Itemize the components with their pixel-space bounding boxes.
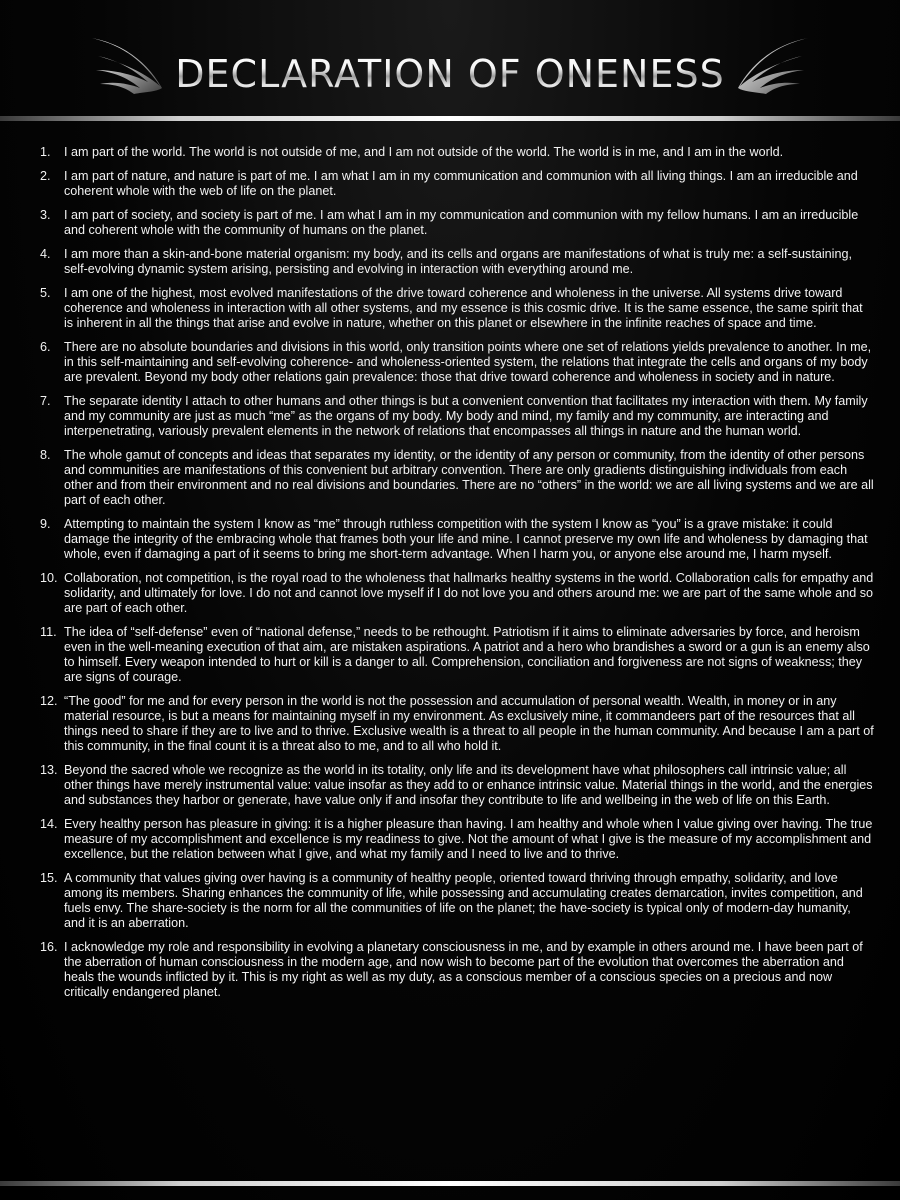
list-item <box>30 940 875 1000</box>
item-text: I am more than a skin-and-bone material organism: my body, and its cells and organs are manifestations of what is truly me: a self-sustaining, self-evolving dynamic system arising, persisting and evolving in interaction with everything around me. <box>64 247 852 276</box>
item-number: 14. <box>40 817 58 831</box>
list-item <box>30 394 875 439</box>
list-item <box>30 625 875 685</box>
item-text: I am part of nature, and nature is part of me. I am what I am in my communication and communion with all living things. I am an irreducible and coherent whole with the web of life on the planet. <box>64 169 858 198</box>
item-number: 11. <box>40 625 57 639</box>
item-text: “The good” for me and for every person in the world is not the possession and accumulation of personal wealth. Wealth, in money or in any material resource, is but a means for maintaining myself in my environment. As exclusively mine, it commandeers part of the resources that all things need to share if they are to live and to thrive. Exclusive wealth is a threat to all people in the human community. And because I am a part of this community, in the final count it is a threat also to me, and to all who hold it. <box>64 694 874 753</box>
item-number: 3. <box>40 208 51 222</box>
item-text: I acknowledge my role and responsibility in evolving a planetary consciousness in me, and by example in others around me. I have been part of the aberration of human consciousness in the modern age, and now wish to become part of the evolution that overcomes the aberration and heals the wounds inflicted by it. This is my right as well as my duty, as a conscious member of a conscious species on a precious and now critically endangered planet. <box>64 940 863 999</box>
list-item <box>30 817 875 862</box>
list-item <box>30 340 875 385</box>
list-item <box>30 145 875 160</box>
item-text: Beyond the sacred whole we recognize as the world in its totality, only life and its development have what philosophers call intrinsic value; all other things have merely instrumental value: value insofar as they add to or enhance intrinsic value. Material things in the world, and the energies and substances they harbor or generate, have value only if and insofar they contribute to life and wellbeing in the web of life on this Earth. <box>64 763 873 807</box>
item-text: The whole gamut of concepts and ideas that separates my identity, or the identity of any person or community, from the identity of other persons and communities are manifestations of this convenient but arbitrary convention. There are only gradients distinguishing individuals from each other and from their environment and no real divisions and boundaries. There are no “others” in the world: we are all living systems and we are all part of each other. <box>64 448 874 507</box>
item-number: 13. <box>40 763 58 777</box>
item-number: 10. <box>40 571 58 585</box>
top-divider <box>0 116 900 121</box>
header <box>0 0 900 118</box>
list-item <box>30 571 875 616</box>
item-number: 8. <box>40 448 51 462</box>
wing-icon <box>734 30 814 100</box>
list-item <box>30 517 875 562</box>
item-text: The separate identity I attach to other humans and other things is but a convenient convention that facilitates my interaction with them. My family and my community are just as much “me” as the organs of my body. My body and mind, my family and my community, are interacting and interpenetrating, variously prevalent elements in the network of relations that encompasses all things in nature and the human world. <box>64 394 868 438</box>
item-text: I am part of society, and society is part of me. I am what I am in my communication and communion with my fellow humans. I am an irreducible and coherent whole with the community of humans on the planet. <box>64 208 859 237</box>
item-number: 15. <box>40 871 58 885</box>
list-item <box>30 169 875 199</box>
item-text: The idea of “self-defense” even of “national defense,” needs to be rethought. Patriotism if it aims to eliminate adversaries by force, and heroism even in the well-meaning execution of that aim, are mistaken aspirations. A patriot and a hero who brandishes a sword or a gun is an enemy also to himself. Every weapon intended to hurt or kill is a danger to all. Comprehension, conciliation and forgiveness are not signs of weakness; they are signs of courage. <box>64 625 870 684</box>
item-text: There are no absolute boundaries and divisions in this world, only transition points where one set of relations yields prevalence to another. In me, in this self-maintaining and self-evolving coherence- and wholeness-oriented system, the relations that integrate the cells and organs of my body are prevalent. Beyond my body other relations gain prevalence: those that drive toward coherence and wholeness in society and in nature. <box>64 340 872 384</box>
item-number: 4. <box>40 247 51 261</box>
item-number: 12. <box>40 694 58 708</box>
item-text: I am one of the highest, most evolved manifestations of the drive toward coherence and wholeness in the universe. All systems drive toward coherence and wholeness in interaction with all other systems, and my essence is this cosmic drive. It is the same essence, the same spirit that is inherent in all the things that arise and evolve in nature, whether on this planet or elsewhere in the infinite reaches of space and time. <box>64 286 863 330</box>
item-text: Attempting to maintain the system I know as “me” through ruthless competition with the system I know as “you” is a grave mistake: it could damage the integrity of the embracing whole that frames both your life and mine. I cannot preserve my own life and wholeness by damaging that whole, even if damaging a part of it seems to bring me short-term advantage. When I harm you, or anyone else around me, I harm myself. <box>64 517 868 561</box>
item-text: A community that values giving over having is a community of healthy people, oriented toward thriving through empathy, solidarity, and love among its members. Sharing enhances the community of life, while possessing and accumulating creates demarcation, invites competition, and fuels envy. The share-society is the norm for all the communities of life on the planet; the have-society is typical only of modern-day humanity, and it is an aberration. <box>64 871 863 930</box>
list-item <box>30 208 875 238</box>
declaration-list <box>30 145 875 1009</box>
page-title: DECLARATION OF ONENESS <box>0 52 900 96</box>
list-item <box>30 448 875 508</box>
list-item <box>30 247 875 277</box>
item-number: 7. <box>40 394 51 408</box>
item-number: 6. <box>40 340 51 354</box>
list-item <box>30 286 875 331</box>
list-item <box>30 694 875 754</box>
item-number: 2. <box>40 169 51 183</box>
item-text: Collaboration, not competition, is the royal road to the wholeness that hallmarks healthy systems in the world. Collaboration calls for empathy and solidarity, and ultimately for love. I do not and cannot love myself if I do not love you and others around me: we are part of the same whole and so are part of each other. <box>64 571 874 615</box>
item-number: 16. <box>40 940 58 954</box>
list-item <box>30 871 875 931</box>
bottom-divider <box>0 1181 900 1186</box>
item-text: I am part of the world. The world is not outside of me, and I am not outside of the world. The world is in me, and I am in the world. <box>64 145 784 159</box>
list-item <box>30 763 875 808</box>
item-text: Every healthy person has pleasure in giving: it is a higher pleasure than having. I am healthy and whole when I value giving over having. The true measure of my accomplishment and excellence is my readiness to give. Not the amount of what I give is the measure of my accomplishment and excellence, but the relation between what I give, and what my family and I need to live and to thrive. <box>64 817 873 861</box>
item-number: 1. <box>40 145 51 159</box>
item-number: 9. <box>40 517 51 531</box>
item-number: 5. <box>40 286 51 300</box>
